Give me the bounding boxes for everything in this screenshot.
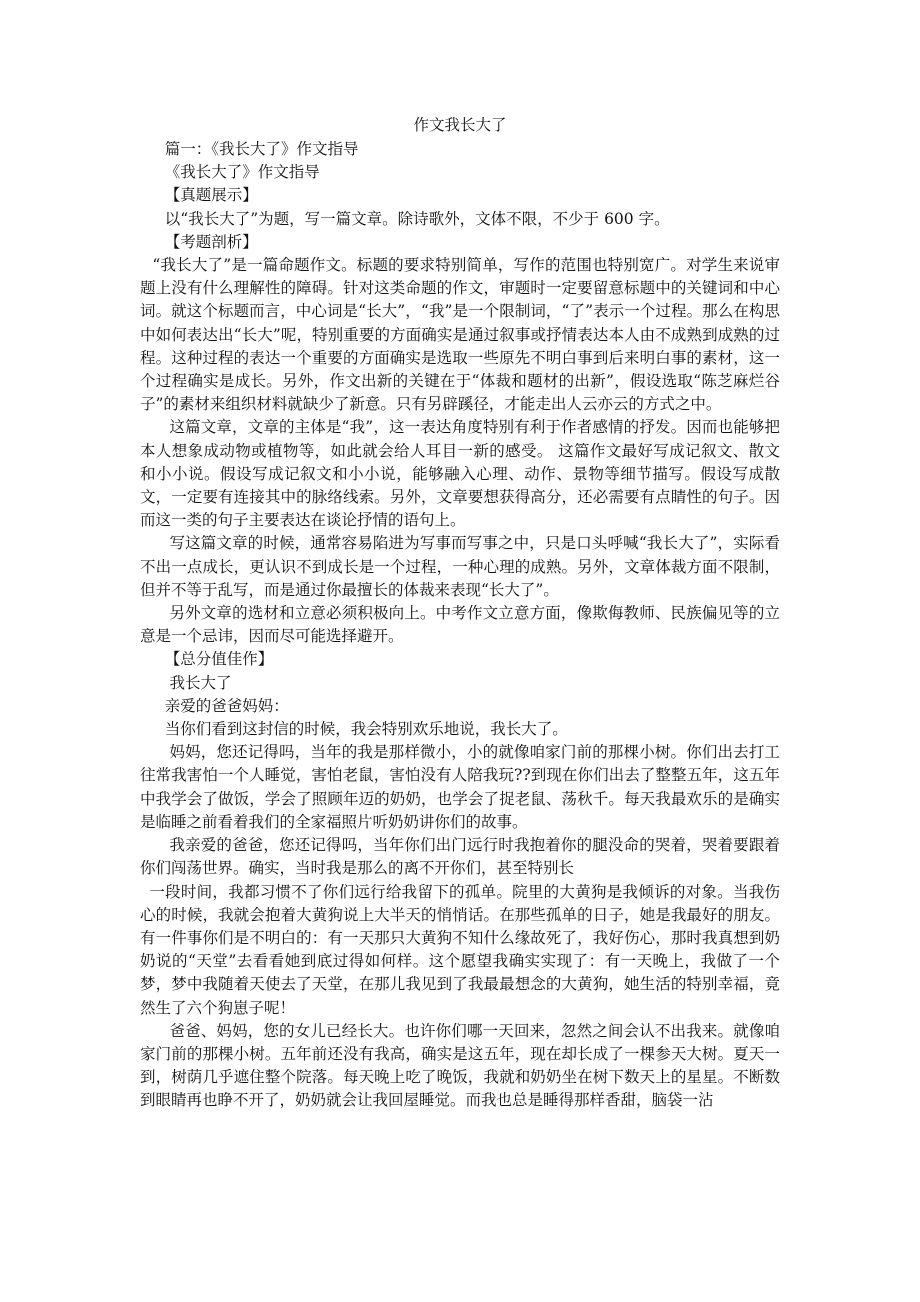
subtitle: 《我长大了》作文指导	[164, 163, 320, 182]
paragraph: 一段时间，我都习惯不了你们远行给我留下的孤单。院里的大黄狗是我倾诉的对象。当我伤心的时候，我就会抱着大黄狗说上大半天的悄悄话。在那些孤单的日子，她是我最好的朋友。有一件事你们是不明白的：有一天那只大黄狗不知什么缘故死了，我好伤心，那时我真想到奶奶说的“天堂”去看看她到底过得如何样。这个愿望我确实实现了：有一天晚上，我做了一个梦，梦中我随着天使去了天堂，在那儿我见到了我最最想念的大黄狗，她生活的特别幸福，竟然生了六个狗崽子呢！	[140, 882, 780, 1017]
paragraph: 以“我长大了”为题，写一篇文章。除诗歌外，文体不限，不少于 600 字。	[164, 209, 670, 228]
paragraph: 我亲爱的爸爸，您还记得吗，当年你们出门远行时我抱着你的腿没命的哭着，哭着要跟着你们闯荡世界。确实，当时我是那么的离不开你们，甚至特别长	[140, 836, 780, 878]
paragraph: “我长大了”是一篇命题作文。标题的要求特别简单，写作的范围也特别宽广。对学生来说审题上没有什么理解性的障碍。针对这类命题的作文，审题时一定要留意标题中的关键词和中心词。就这个标题而言，中心词是“长大”，“我”是一个限制词，“了”表示一个过程。那么在构思中如何表达出“长大”呢，特别重要的方面确实是通过叙事或抒情表达本人由不成熟到成熟的过程。这种过程的表达一个重要的方面确实是选取一些原先不明白事到后来明白事的素材，这一个过程确实是成长。另外，作文出新的关键在于“体裁和题材的出新”，假设选取“陈芝麻烂谷子”的素材来组织材料就缺少了新意。只有另辟蹊径，才能走出人云亦云的方式之中。	[140, 256, 780, 414]
paragraph: 妈妈，您还记得吗，当年的我是那样微小，小的就像咱家门前的那棵小树。你们出去打工往常我害怕一个人睡觉，害怕老鼠，害怕没有人陪我玩??到现在你们出去了整整五年，这五年中我学会了做饭，学会了照顾年迈的奶奶，也学会了捉老鼠、荡秋千。每天我最欢乐的是确实是临睡之前看着我们的全家福照片听奶奶讲你们的故事。	[140, 743, 780, 831]
document-title: 作文我长大了	[413, 116, 507, 134]
paragraph: 爸爸、妈妈，您的女儿已经长大。也许你们哪一天回来，忽然之间会认不出我来。就像咱家门前的那棵小树。五年前还没有我高，确实是这五年，现在却长成了一棵参天大树。夏天一到，树荫几乎遮住整个院落。每天晚上吃了晚饭，我就和奶奶坐在树下数天上的星星。不断数到眼睛再也睁不开了，奶奶就会让我回屋睡觉。而我也总是睡得那样香甜，脑袋一沾	[140, 1021, 780, 1110]
section-label: 【真题展示】	[164, 186, 258, 205]
section-heading: 篇一：《我长大了》作文指导	[164, 140, 359, 158]
paragraph: 另外文章的选材和立意必须积极向上。中考作文立意方面，像欺侮教师、民族偏见等的立意是一个忌讳，因而尽可能选择避开。	[140, 604, 780, 646]
section-label: 【考题剖析】	[164, 232, 258, 251]
essay-title: 我长大了	[169, 673, 232, 692]
paragraph: 当你们看到这封信的时候，我会特别欢乐地说，我长大了。	[164, 720, 568, 739]
document-body	[140, 138, 780, 1113]
paragraph: 这篇文章，文章的主体是“我”，这一表达角度特别有利于作者感情的抒发。因而也能够把本人想象成动物或植物等，如此就会给人耳目一新的感受。 这篇作文最好写成记叙文、散文和小小说。假设写成记叙文和小小说，能够融入心理、动作、景物等细节描写。假设写成散文，一定要有连接其中的脉络线索。另外，文章要想获得高分，还必需要有点睛性的句子。因而这一类的句子主要表达在谈论抒情的语句上。	[140, 418, 780, 530]
paragraph: 写这篇文章的时候，通常容易陷进为写事而写事之中，只是口头呼喊“我长大了”，实际看不出一点成长，更认识不到成长是一个过程，一种心理的成熟。另外，文章体裁方面不限制，但并不等于乱写，而是通过你最擅长的体裁来表现“长大了”。	[140, 534, 780, 599]
letter-salutation: 亲爱的爸爸妈妈：	[164, 696, 289, 715]
section-label: 【总分值佳作】	[164, 650, 274, 669]
